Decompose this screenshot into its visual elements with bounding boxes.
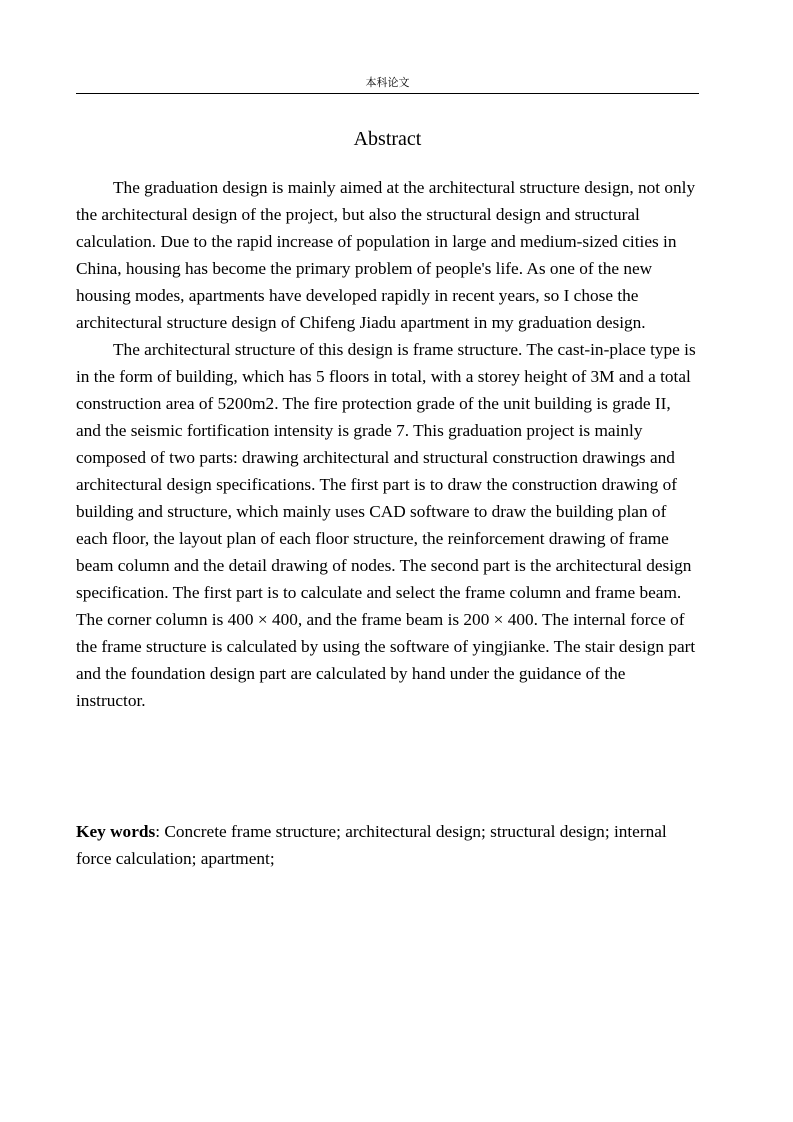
- keywords-text: : Concrete frame structure; architectural design; structural design; internal force calculation; apartment;: [76, 822, 667, 868]
- keywords-label: Key words: [76, 822, 156, 841]
- keywords-section: [76, 818, 699, 872]
- abstract-paragraph-1: The graduation design is mainly aimed at the architectural structure design, not only the architectural design of the project, but also the structural design and structural calculation. Due to the rapid increase of population in large and medium-sized cities in China, housing has become the primary problem of people's life. As one of the new housing modes, apartments have developed rapidly in recent years, so I chose the architectural structure design of Chifeng Jiadu apartment in my graduation design.: [76, 178, 696, 332]
- abstract-body: [76, 174, 699, 714]
- abstract-title: Abstract: [353, 128, 422, 150]
- page-header-text: 本科论文: [365, 76, 410, 89]
- page-header: [76, 76, 699, 94]
- abstract-paragraph-2: The architectural structure of this design is frame structure. The cast-in-place type is in the form of building, which has 5 floors in total, with a storey height of 3M and a total construction area of 5200m2. The fire protection grade of the unit building is grade II, and the seismic fortification intensity is grade 7. This graduation project is mainly composed of two parts: drawing architectural and structural construction drawings and architectural design specifications. The first part is to draw the construction drawing of building and structure, which mainly uses CAD software to draw the building plan of each floor, the layout plan of each floor structure, the reinforcement drawing of frame beam column and the detail drawing of nodes. The second part is the architectural design specification. The first part is to calculate and select the frame column and frame beam. The corner column is 400 × 400, and the frame beam is 200 × 400. The internal force of the frame structure is calculated by using the software of yingjianke. The stair design part and the foundation design part are calculated by hand under the guidance of the instructor.: [76, 340, 696, 710]
